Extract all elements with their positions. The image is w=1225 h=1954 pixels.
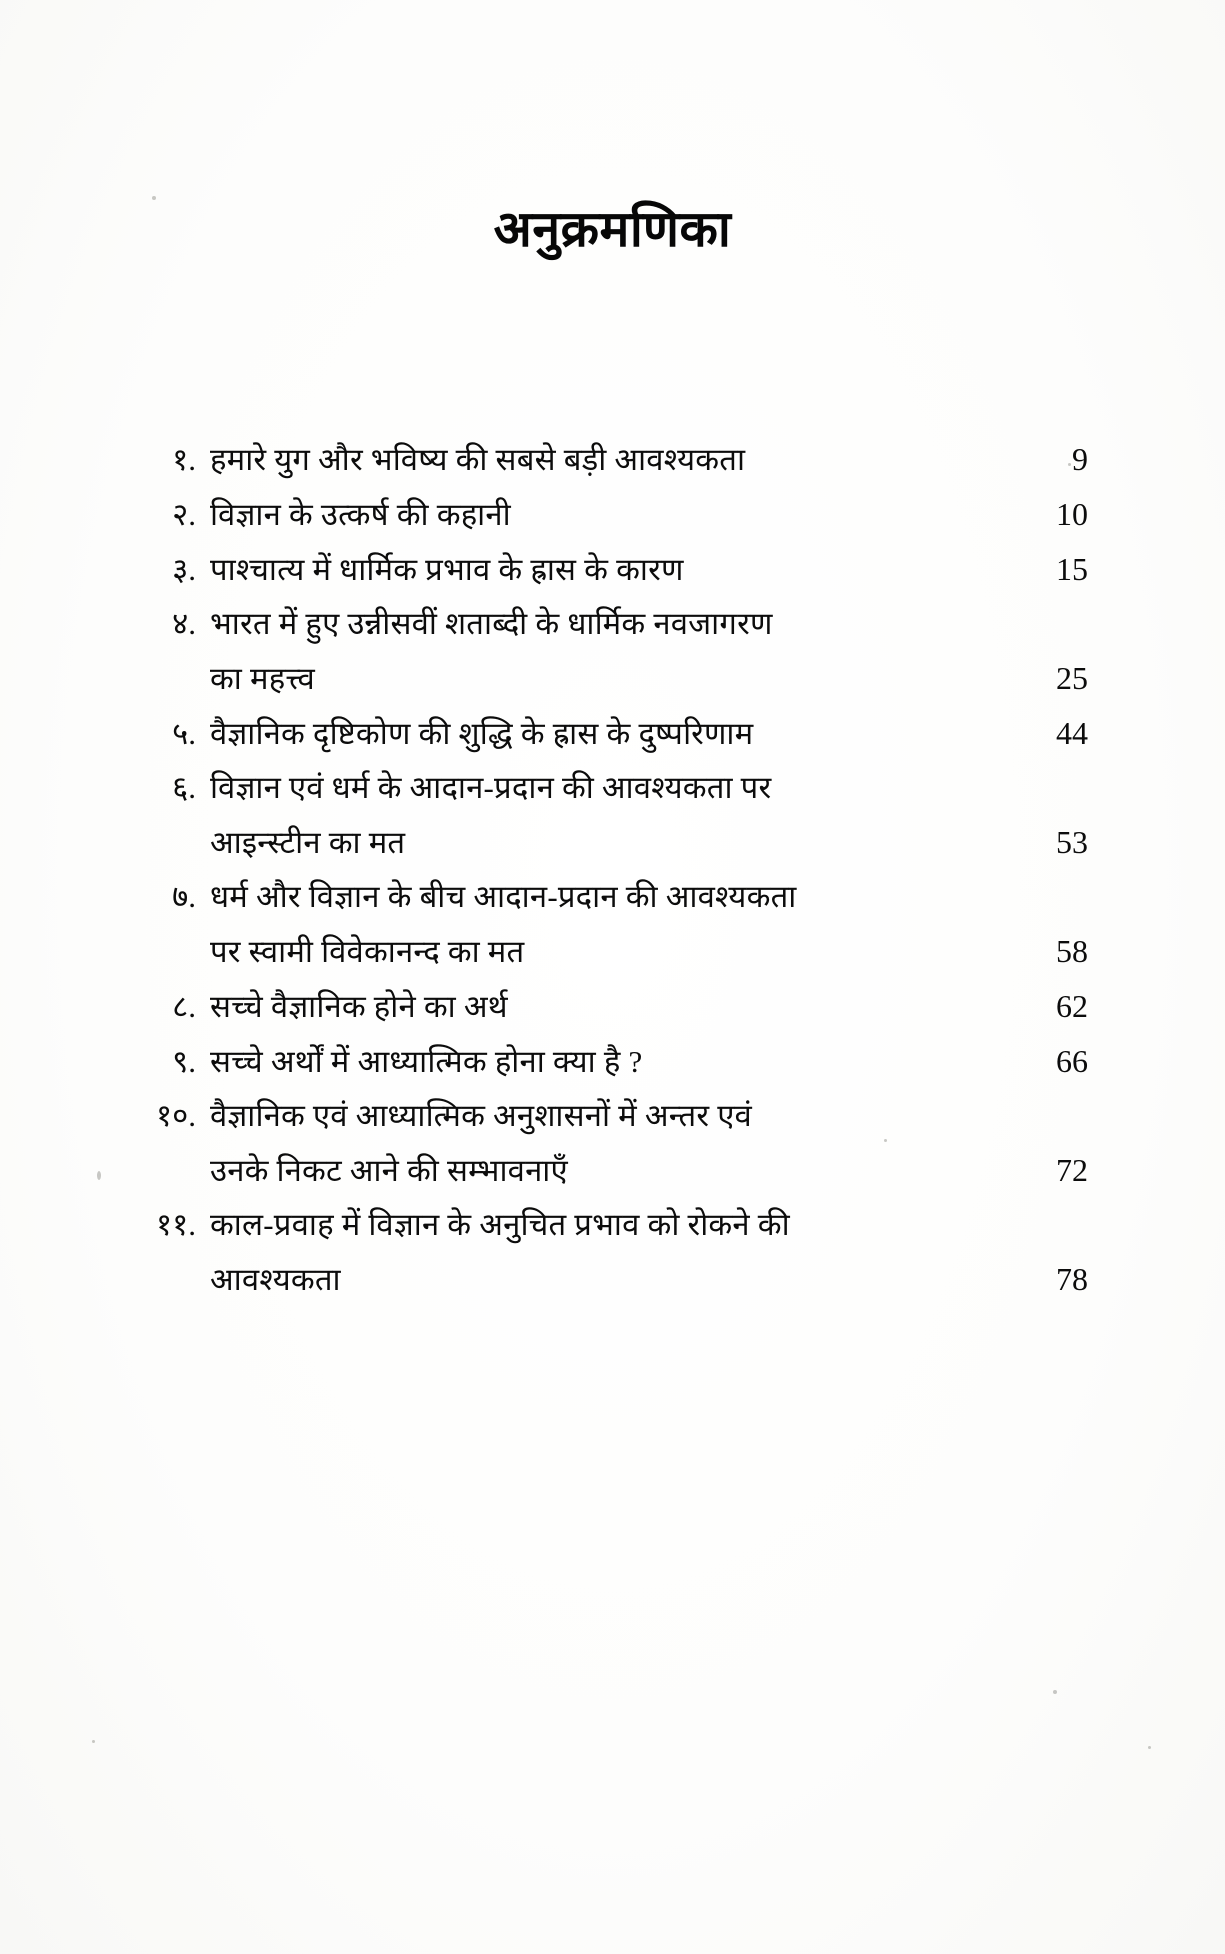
toc-entry-title: का महत्त्व	[210, 661, 315, 696]
scan-speck	[1053, 1690, 1057, 1694]
toc-entry[interactable]	[128, 870, 1088, 979]
toc-entry-number: ४.	[172, 606, 196, 641]
scan-speck	[92, 1740, 95, 1743]
toc-entry-line	[128, 1143, 1088, 1198]
scan-speck	[1068, 463, 1071, 466]
toc-entry-line	[128, 761, 1088, 815]
toc-entry-title: विज्ञान के उत्कर्ष की कहानी	[210, 497, 511, 532]
toc-entry-page-number: 44	[1056, 715, 1088, 751]
toc-entry-number: १०.	[156, 1098, 196, 1133]
scan-speck	[884, 1139, 887, 1142]
toc-entry-line	[128, 815, 1088, 870]
toc-entry[interactable]	[128, 432, 1088, 487]
toc-entry[interactable]	[128, 1089, 1088, 1198]
toc-entry-line	[128, 1034, 1088, 1089]
scan-speck	[1148, 1746, 1151, 1749]
toc-entry-title: धर्म और विज्ञान के बीच आदान-प्रदान की आवश्यकता	[210, 879, 797, 914]
toc-entry[interactable]	[128, 1034, 1088, 1089]
toc-entry-number: ८.	[172, 989, 196, 1024]
toc-entry-title: काल-प्रवाह में विज्ञान के अनुचित प्रभाव को रोकने की	[210, 1207, 790, 1242]
toc-entry-number: ५.	[172, 716, 196, 751]
toc-entry-title: पर स्वामी विवेकानन्द का मत	[210, 934, 525, 969]
toc-entry-number: २.	[172, 497, 196, 532]
toc-entry-page-number: 9	[1072, 441, 1088, 477]
toc-entry-line	[128, 542, 1088, 597]
toc-entry-title: वैज्ञानिक दृष्टिकोण की शुद्धि के ह्रास के दुष्परिणाम	[210, 716, 754, 751]
toc-entry-page-number: 62	[1056, 988, 1088, 1024]
toc-entry-page-number: 10	[1056, 496, 1088, 532]
toc-entry-line	[128, 924, 1088, 979]
toc-entry-number: ७.	[172, 879, 196, 914]
toc-entry-title: हमारे युग और भविष्य की सबसे बड़ी आवश्यकता	[210, 442, 746, 477]
toc-entry[interactable]	[128, 487, 1088, 542]
toc-entry-page-number: 66	[1056, 1043, 1088, 1079]
toc-entry[interactable]	[128, 761, 1088, 870]
toc-entry-number: ३.	[172, 552, 196, 587]
toc-entry-title: उनके निकट आने की सम्भावनाएँ	[210, 1153, 568, 1188]
toc-entry[interactable]	[128, 979, 1088, 1034]
toc-entry-line	[128, 1198, 1088, 1252]
toc-entry-line	[128, 870, 1088, 924]
toc-entry-title: आवश्यकता	[210, 1262, 341, 1297]
toc-entry-line	[128, 432, 1088, 487]
toc-entry-title: वैज्ञानिक एवं आध्यात्मिक अनुशासनों में अन्तर एवं	[210, 1098, 752, 1133]
toc-entry[interactable]	[128, 542, 1088, 597]
toc-entry-line	[128, 597, 1088, 651]
page-title: अनुक्रमणिका	[493, 200, 732, 257]
toc-entry-line	[128, 706, 1088, 761]
toc-entry[interactable]	[128, 706, 1088, 761]
toc-entry-line	[128, 1252, 1088, 1307]
toc-entry[interactable]	[128, 1198, 1088, 1307]
toc-entry-number: १.	[172, 442, 196, 477]
toc-entry-line	[128, 1089, 1088, 1143]
toc-entry-line	[128, 487, 1088, 542]
toc-entry-title: आइन्स्टीन का मत	[210, 825, 406, 860]
toc-entry-page-number: 78	[1056, 1261, 1088, 1297]
toc-entry-page-number: 25	[1056, 660, 1088, 696]
toc-entry-page-number: 58	[1056, 933, 1088, 969]
toc-entry-page-number: 15	[1056, 551, 1088, 587]
toc-entry-number: ११.	[156, 1207, 196, 1242]
toc-entry-title: पाश्चात्य में धार्मिक प्रभाव के ह्रास के कारण	[210, 552, 684, 587]
scan-speck	[97, 1171, 101, 1180]
toc-entry-number: ६.	[172, 770, 196, 805]
toc-entry-page-number: 72	[1056, 1152, 1088, 1188]
toc-entry-line	[128, 979, 1088, 1034]
scan-speck	[152, 196, 156, 200]
toc-entry-page-number: 53	[1056, 824, 1088, 860]
table-of-contents	[128, 432, 1088, 1307]
toc-entry-line	[128, 651, 1088, 706]
toc-entry-title: सच्चे अर्थों में आध्यात्मिक होना क्या है ?	[210, 1044, 643, 1079]
toc-entry-title: सच्चे वैज्ञानिक होने का अर्थ	[210, 989, 508, 1024]
toc-entry-title: विज्ञान एवं धर्म के आदान-प्रदान की आवश्यकता पर	[210, 770, 772, 805]
toc-entry[interactable]	[128, 597, 1088, 706]
toc-entry-title: भारत में हुए उन्नीसवीं शताब्दी के धार्मिक नवजागरण	[210, 606, 773, 641]
toc-entry-number: ९.	[172, 1044, 196, 1079]
